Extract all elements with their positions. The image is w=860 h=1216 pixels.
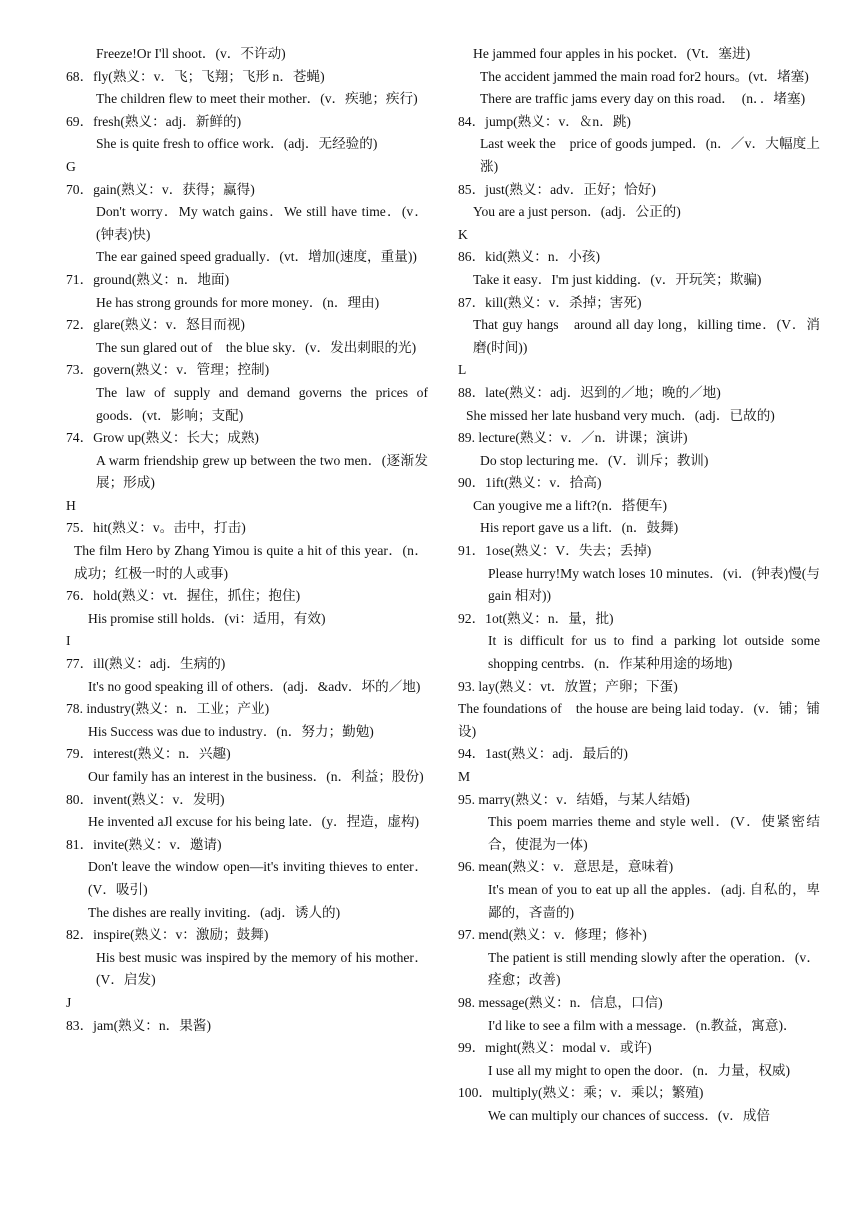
example-sentence: You are a just person．(adj．公正的) [473,204,681,220]
example-sentence: I'd like to see a film with a message．(n.教益，寓意)． [488,1017,797,1033]
entry-heading: 98. message(熟义：n．信息，口信) [458,994,663,1010]
example-sentence: He has strong grounds for more money．(n．理由) [96,294,380,310]
entry-heading: 99．might(熟义：modal v．或许) [458,1040,652,1056]
example-sentence: The foundations of the house are being laid today．(v．铺；铺设) [458,701,820,739]
entry-heading: 71．ground(熟义：n．地面) [66,271,230,287]
example-sentence: She is quite fresh to office work．(adj．无经验的) [96,136,378,152]
example-sentence: Take it easy．I'm just kidding．(v．开玩笑；欺骗) [473,271,762,287]
entry-heading: 83．jam(熟义：n．果酱) [66,1017,211,1033]
example-sentence: His promise still holds．(vi：适用，有效) [88,610,326,626]
example-sentence: The sun glared out of the blue sky．(v．发出刺眼的光) [96,339,417,355]
example-sentence: Our family has an interest in the business．(n．利益；股份) [88,769,424,784]
section-letter: G [66,158,76,174]
example-sentence: He jammed four apples in his pocket．(Vt．塞进) [473,46,751,61]
example-sentence: Can yougive me a lift?(n．搭便车) [473,497,668,513]
example-sentence: The patient is still mending slowly after the operation．(v．痊愈；改善) [488,949,820,988]
example-sentence: A warm friendship grew up between the two men．(逐渐发展；形成) [96,452,428,491]
example-sentence: Please hurry!My watch loses 10 minutes．(vi．(钟表)慢(与 gain 相对)) [488,565,820,604]
example-sentence: That guy hangs around all day long，killing time．(V．消磨(时间)) [473,317,820,355]
entry-heading: 81．invite(熟义：v．邀请) [66,836,222,852]
example-sentence: It's no good speaking ill of others．(adj．&adv．坏的／地) [88,678,421,694]
example-sentence: It is difficult for us to find a parking lot outside some shopping centrbs．(n．作某种用途的场地) [488,633,820,672]
entry-heading: 97. mend(熟义：v．修理；修补) [458,927,647,943]
right-column [458,43,820,1128]
entry-heading: 85．just(熟义：adv．正好；恰好) [458,181,656,197]
entry-heading: 90．1ift(熟义：v．拾高) [458,475,602,491]
example-sentence: Freeze!Or I'll shoot．(v．不许动) [96,46,286,61]
example-sentence: We can multiply our chances of success．(v．成倍 [488,1107,771,1123]
example-sentence: His report gave us a lift．(n．鼓舞) [480,520,679,536]
entry-heading: 86．kid(熟义：n．小孩) [458,249,600,265]
example-sentence: The children flew to meet their mother．(v．疾驰；疾行) [96,91,418,107]
entry-heading: 78. industry(熟义：n．工业；产业) [66,701,270,717]
entry-heading: 69．fresh(熟义：adj．新鲜的) [66,113,242,129]
section-letter: K [458,226,468,242]
entry-heading: 76．hold(熟义：vt．握住，抓住；抱住) [66,588,301,604]
entry-heading: 72．glare(熟义：v．怒目而视) [66,317,245,333]
section-letter: M [458,769,471,784]
entry-heading: 68．fly(熟义：v．飞；飞翔；飞形 n．苍蝇) [66,68,325,84]
example-sentence: The film Hero by Zhang Yimou is quite a hit of this year．(n．成功；红极一时的人或事) [74,543,428,581]
example-sentence: His Success was due to industry．(n．努力；勤勉) [88,723,374,739]
example-sentence: The accident jammed the main road for2 hours。(vt．堵塞) [480,68,809,84]
example-sentence: Last week the price of goods jumped．(n．／v．大幅度上涨) [480,136,820,174]
example-sentence: The dishes are really inviting．(adj．诱人的) [88,904,341,920]
example-sentence: There are traffic jams every day on this road． (n．．堵塞) [480,91,806,107]
entry-heading: 74．Grow up(熟义：长大；成熟) [66,430,259,446]
example-sentence: He invented aJl excuse for his being late．(y．捏造，虚构) [88,814,420,830]
example-sentence: Do stop lecturing me．(V．训斥；教训) [480,452,709,468]
entry-heading: 79．interest(熟义：n．兴趣) [66,746,231,762]
entry-heading: 73．govern(熟义：v．管理；控制) [66,362,270,378]
entry-heading: 100．multiply(熟义：乘；v．乘以；繁殖) [458,1085,704,1101]
entry-heading: 89. lecture(熟义：v．／n．讲课；演讲) [458,430,688,446]
entry-heading: 93. lay(熟义：vt．放置；产卵；下蛋) [458,678,678,694]
example-sentence: It's mean of you to eat up all the apples．(adj. 自私的，卑鄙的，吝啬的) [488,881,820,920]
example-sentence: The law of supply and demand governs the prices of goods．(vt．影响；支配) [96,384,428,423]
section-letter: J [66,994,72,1010]
entry-heading: 87．kill(熟义：v．杀掉；害死) [458,294,642,310]
entry-heading: 82．inspire(熟义：v：激励；鼓舞) [66,927,269,943]
entry-heading: 94．1ast(熟义：adj．最后的) [458,746,628,762]
example-sentence: I use all my might to open the door．(n．力量，权威) [488,1062,791,1078]
entry-heading: 75．hit(熟义：v。击中，打击) [66,520,246,536]
entry-heading: 80．invent(熟义：v．发明) [66,791,225,807]
example-sentence: This poem marries theme and style well．(V．使紧密结合，使混为一体) [488,814,820,852]
section-letter: I [66,633,71,649]
entry-heading: 92．1ot(熟义：n．量，批) [458,610,614,626]
entry-heading: 96. mean(熟义：v．意思是，意味着) [458,859,674,875]
section-letter: L [458,362,467,378]
example-sentence: Don't leave the window open—it's inviting thieves to enter．(V．吸引) [88,859,428,897]
section-letter: H [66,497,76,513]
example-sentence: His best music was inspired by the memory of his mother．(V．启发) [96,949,428,988]
left-column [66,43,428,1037]
entry-heading: 77．ill(熟义：adj．生病的) [66,656,226,672]
entry-heading: 84．jump(熟义：v．＆n．跳) [458,113,631,129]
example-sentence: She missed her late husband very much．(adj．已故的) [466,407,775,423]
entry-heading: 95. marry(熟义：v．结婚，与某人结婚) [458,791,690,807]
example-sentence: Don't worry．My watch gains．We still have time．(v．(钟表)快) [96,204,428,242]
entry-heading: 88．late(熟义：adj．迟到的／地；晚的／地) [458,384,721,400]
example-sentence: The ear gained speed gradually．(vt．增加(速度，重量)) [96,249,417,265]
entry-heading: 70．gain(熟义：v．获得；赢得) [66,181,255,197]
entry-heading: 91．1ose(熟义：V．失去；丢掉) [458,543,652,559]
